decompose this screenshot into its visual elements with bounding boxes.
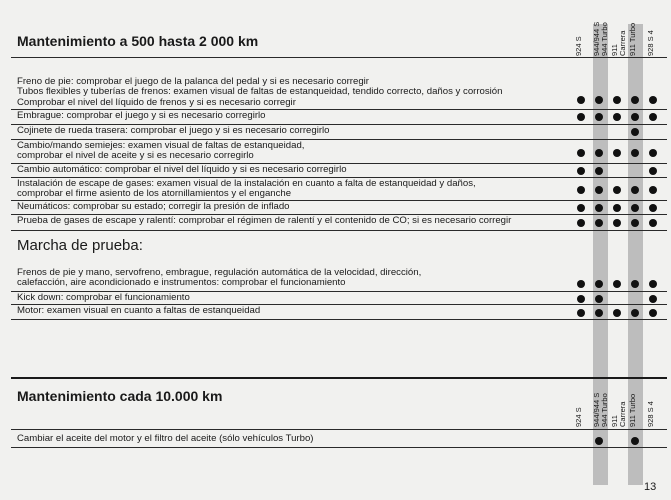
- check-dot: [649, 113, 657, 121]
- row-aceite-motor: Cambiar el aceite del motor y el filtro del aceite (sólo vehículos Turbo): [17, 433, 314, 444]
- column-label-2: 911 Carrera: [610, 401, 627, 427]
- page-number: 13: [644, 481, 657, 493]
- check-dot: [577, 280, 585, 288]
- check-dot: [649, 167, 657, 175]
- row-neumaticos: Neumáticos: comprobar su estado; corregir la presión de inflado: [17, 201, 290, 212]
- check-dot: [649, 186, 657, 194]
- check-dot: [613, 186, 621, 194]
- section-3-title: Mantenimiento cada 10.000 km: [17, 388, 223, 404]
- row-cambio-automatico: Cambio automático: comprobar el nivel del líquido y si es necesario corregirlo: [17, 164, 347, 175]
- check-dot: [631, 204, 639, 212]
- check-dot: [613, 96, 621, 104]
- column-label-3: 911 Turbo: [628, 22, 637, 56]
- check-dot: [595, 149, 603, 157]
- check-dot: [631, 280, 639, 288]
- check-dot: [595, 295, 603, 303]
- section-3-header-rule: [11, 429, 667, 430]
- check-dot: [649, 309, 657, 317]
- row-frenos-mano: Frenos de pie y mano, servofreno, embrague, regulación automática de la velocidad, dirección, calefacción, aire acondicionado e instrumentos: comprobar el funcionamiento: [17, 267, 422, 289]
- check-dot: [613, 204, 621, 212]
- check-dot: [649, 149, 657, 157]
- check-dot: [595, 437, 603, 445]
- check-dot: [649, 295, 657, 303]
- row-motor: Motor: examen visual en cuanto a faltas de estanqueidad: [17, 305, 261, 316]
- check-dot: [649, 204, 657, 212]
- check-dot: [577, 309, 585, 317]
- check-dot: [595, 204, 603, 212]
- check-dot: [631, 186, 639, 194]
- row-divider: [11, 230, 667, 231]
- check-dot: [649, 219, 657, 227]
- row-escape: Instalación de escape de gases: examen visual de la instalación en cuanto a falta de estanqueidad y daños, comprobar el firme asiento de los atornillamientos y el enganche: [17, 178, 476, 200]
- row-kick-down: Kick down: comprobar el funcionamiento: [17, 292, 190, 303]
- section-2-title: Marcha de prueba:: [17, 237, 143, 254]
- check-dot: [595, 280, 603, 288]
- check-dot: [613, 219, 621, 227]
- check-dot: [595, 219, 603, 227]
- check-dot: [577, 113, 585, 121]
- section-1-header-rule: [11, 57, 667, 58]
- check-dot: [631, 437, 639, 445]
- check-dot: [595, 186, 603, 194]
- row-embrague: Embrague: comprobar el juego y si es necesario corregirlo: [17, 110, 266, 121]
- check-dot: [577, 219, 585, 227]
- section-1-title: Mantenimiento a 500 hasta 2 000 km: [17, 33, 259, 49]
- section-3-top-rule: [11, 377, 667, 379]
- check-dot: [595, 309, 603, 317]
- check-dot: [595, 113, 603, 121]
- check-dot: [649, 280, 657, 288]
- column-label-4: 928 S 4: [646, 401, 655, 427]
- check-dot: [613, 149, 621, 157]
- check-dot: [595, 167, 603, 175]
- check-dot: [631, 128, 639, 136]
- row-divider: [11, 447, 667, 448]
- check-dot: [631, 149, 639, 157]
- check-dot: [577, 204, 585, 212]
- column-label-0: 924 S: [574, 36, 583, 56]
- column-label-1: 944/944 S 944 Turbo: [592, 21, 609, 56]
- row-frenos: Freno de pie: comprobar el juego de la palanca del pedal y si es necesario corregir Tubos flexibles y tuberías de frenos: examen visual de faltas de estanqueidad, tendido correcto, daños y corrosión Comprobar el nivel del líquido de frenos y si es necesario corregir: [17, 76, 503, 108]
- check-dot: [613, 113, 621, 121]
- check-dot: [613, 309, 621, 317]
- check-dot: [613, 280, 621, 288]
- column-label-1: 944/944 S 944 Turbo: [592, 392, 609, 427]
- check-dot: [631, 219, 639, 227]
- check-dot: [649, 96, 657, 104]
- check-dot: [577, 186, 585, 194]
- check-dot: [577, 295, 585, 303]
- check-dot: [631, 113, 639, 121]
- check-dot: [631, 309, 639, 317]
- column-label-3: 911 Turbo: [628, 393, 637, 427]
- check-dot: [631, 96, 639, 104]
- check-dot: [595, 96, 603, 104]
- check-dot: [577, 167, 585, 175]
- row-cambio-semiejes: Cambio/mando semiejes: examen visual de faltas de estanqueidad, comprobar el nivel de aceite y si es necesario corregirlo: [17, 140, 305, 162]
- check-dot: [577, 149, 585, 157]
- row-divider: [11, 319, 667, 320]
- column-label-0: 924 S: [574, 407, 583, 427]
- column-label-2: 911 Carrera: [610, 30, 627, 56]
- row-prueba-gases: Prueba de gases de escape y ralentí: comprobar el régimen de ralentí y el contenido de CO; si es necesario corregir: [17, 215, 512, 226]
- row-cojinete: Cojinete de rueda trasera: comprobar el juego y si es necesario corregirlo: [17, 125, 330, 136]
- check-dot: [577, 96, 585, 104]
- column-label-4: 928 S 4: [646, 30, 655, 56]
